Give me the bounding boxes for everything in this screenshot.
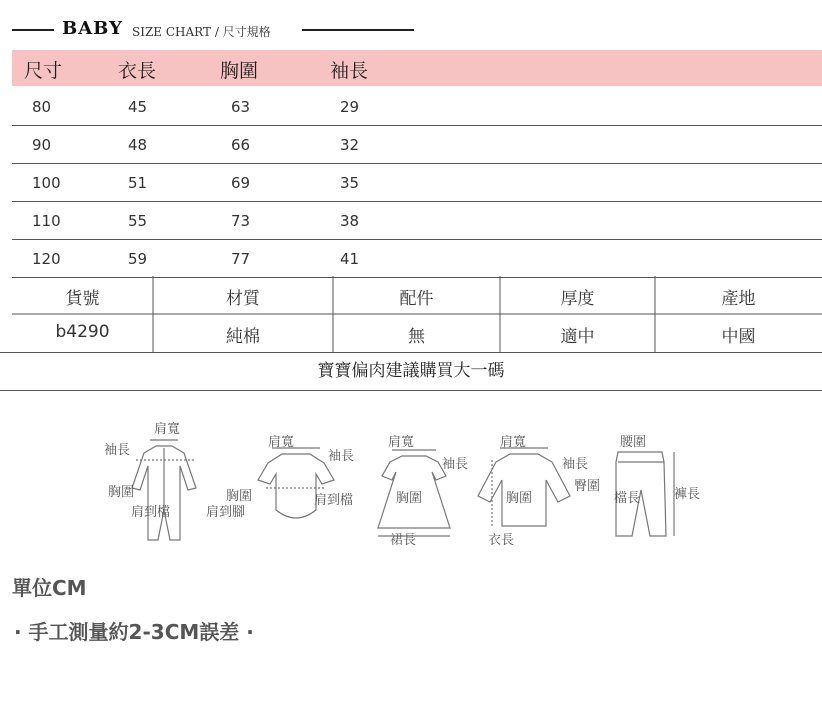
cell-size: 100 bbox=[32, 174, 61, 192]
size-row-110 bbox=[12, 202, 822, 240]
info-header-material: 材質 bbox=[226, 289, 260, 309]
size-table-header bbox=[12, 50, 822, 86]
column-chest: 胸圍 bbox=[220, 60, 259, 82]
info-header-thickness: 厚度 bbox=[560, 289, 595, 309]
size-row-100 bbox=[12, 164, 822, 202]
size-row-80 bbox=[12, 88, 822, 126]
dress-shoulder-label: 肩寬 bbox=[388, 435, 415, 450]
cell-chest: 69 bbox=[231, 174, 251, 192]
romper-figure bbox=[132, 440, 196, 540]
romper-shoulder-crotch-label: 肩到檔 bbox=[131, 505, 171, 520]
size-chart-header bbox=[0, 18, 822, 42]
info-value-material: 純棉 bbox=[226, 327, 260, 347]
header-rule-right bbox=[302, 29, 414, 31]
unit-label: 單位CM bbox=[12, 576, 87, 600]
top-chest-label: 胸圍 bbox=[506, 491, 533, 506]
cell-size: 90 bbox=[32, 136, 52, 154]
romper-shoulder-foot-label: 肩到腳 bbox=[206, 505, 246, 520]
cell-chest: 77 bbox=[231, 250, 251, 268]
top-shoulder-label: 肩寬 bbox=[500, 435, 527, 450]
info-value-item-no: b4290 bbox=[55, 322, 110, 342]
romper-chest-label: 胸圍 bbox=[108, 485, 135, 500]
info-header-accessory: 配件 bbox=[399, 289, 434, 309]
info-header-origin: 產地 bbox=[721, 289, 756, 309]
bodysuit-shoulder-crotch-label: 肩到檔 bbox=[314, 493, 354, 508]
cell-length: 45 bbox=[128, 98, 148, 116]
pants-crotch-label: 檔長 bbox=[614, 491, 641, 506]
size-row-90 bbox=[12, 126, 822, 164]
cell-length: 48 bbox=[128, 136, 148, 154]
pants-hip-label: 臀圍 bbox=[574, 479, 601, 494]
cell-length: 55 bbox=[128, 212, 148, 230]
top-sleeve-label: 袖長 bbox=[562, 457, 589, 472]
romper-sleeve-label: 袖長 bbox=[104, 443, 131, 458]
top-length-label: 衣長 bbox=[488, 533, 515, 548]
top-figure bbox=[478, 448, 570, 526]
info-value-accessory: 無 bbox=[408, 327, 425, 347]
dress-sleeve-label: 袖長 bbox=[442, 457, 469, 472]
column-sleeve: 袖長 bbox=[330, 60, 369, 82]
measurement-diagram bbox=[96, 418, 701, 563]
info-value-thickness: 適中 bbox=[560, 327, 595, 347]
header-rule-left bbox=[12, 29, 54, 31]
cell-chest: 63 bbox=[231, 98, 251, 116]
size-advice-note: 寶寶偏肉建議購買大一碼 bbox=[0, 352, 822, 391]
cell-sleeve: 32 bbox=[340, 136, 360, 154]
cell-chest: 66 bbox=[231, 136, 251, 154]
bodysuit-chest-label: 胸圍 bbox=[226, 489, 253, 504]
bodysuit-sleeve-label: 袖長 bbox=[328, 449, 355, 464]
info-header-item-no: 貨號 bbox=[65, 289, 100, 309]
cell-chest: 73 bbox=[231, 212, 251, 230]
pants-length-label: 褲長 bbox=[674, 487, 701, 502]
measurement-error-note: · 手工測量約2-3CM誤差 · bbox=[14, 620, 254, 644]
pants-waist-label: 腰圍 bbox=[620, 435, 647, 450]
info-value-origin: 中國 bbox=[721, 327, 756, 347]
cell-length: 59 bbox=[128, 250, 148, 268]
bodysuit-shoulder-label: 肩寬 bbox=[268, 435, 295, 450]
cell-size: 110 bbox=[32, 212, 61, 230]
cell-length: 51 bbox=[128, 174, 148, 192]
cell-sleeve: 35 bbox=[340, 174, 360, 192]
cell-sleeve: 38 bbox=[340, 212, 360, 230]
cell-size: 120 bbox=[32, 250, 61, 268]
cell-sleeve: 41 bbox=[340, 250, 360, 268]
column-size: 尺寸 bbox=[24, 60, 63, 82]
header-subtitle: SIZE CHART / 尺寸規格 bbox=[132, 25, 271, 39]
column-length: 衣長 bbox=[118, 60, 157, 82]
cell-size: 80 bbox=[32, 98, 52, 116]
brand-title: BABY bbox=[62, 18, 123, 39]
dress-skirt-label: 裙長 bbox=[390, 533, 417, 548]
size-row-120 bbox=[12, 240, 822, 278]
cell-sleeve: 29 bbox=[340, 98, 360, 116]
dress-chest-label: 胸圍 bbox=[396, 491, 423, 506]
romper-shoulder-label: 肩寬 bbox=[154, 422, 181, 437]
